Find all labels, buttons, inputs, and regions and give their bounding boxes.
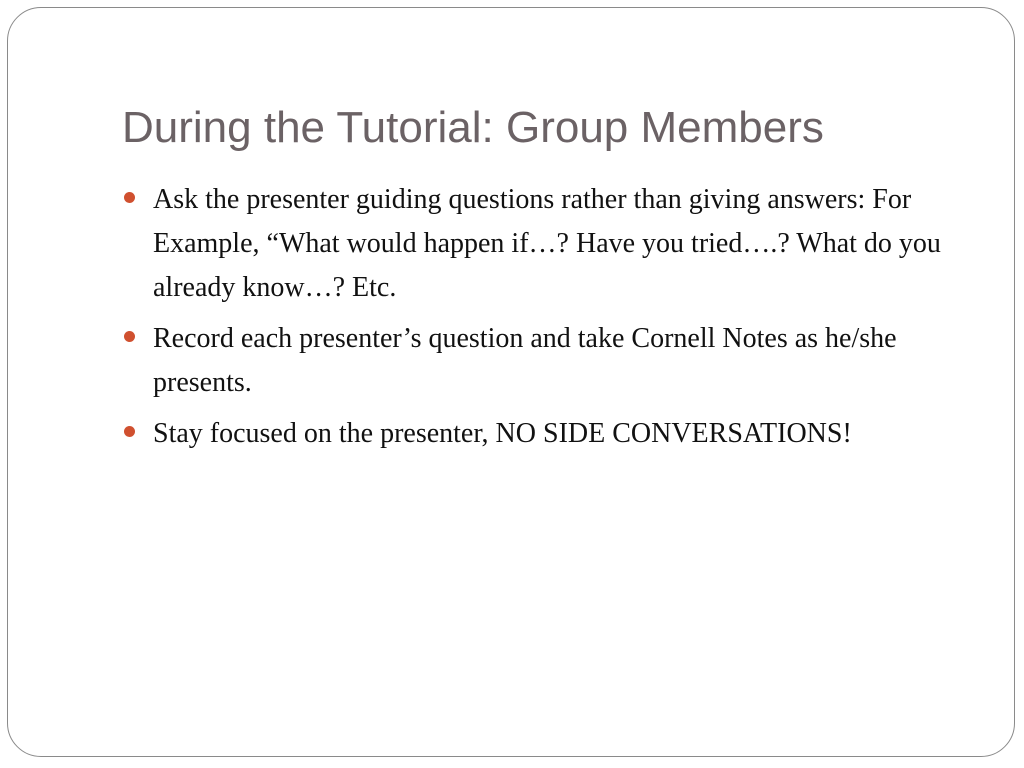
bullet-text: Record each presenter’s question and take Cornell Notes as he/she presents. xyxy=(153,323,897,398)
bullet-item-record-notes xyxy=(122,317,972,405)
bullet-text: Ask the presenter guiding questions rather than giving answers: For Example, “What would happen if…? Have you tried….? What do you already know…? Etc. xyxy=(153,184,941,303)
bullet-dot-icon xyxy=(124,426,135,437)
bullet-item-guiding-questions xyxy=(122,178,972,310)
bullet-list xyxy=(122,178,972,463)
slide-title: During the Tutorial: Group Members xyxy=(122,103,824,152)
bullet-item-stay-focused xyxy=(122,412,972,456)
bullet-dot-icon xyxy=(124,331,135,342)
bullet-dot-icon xyxy=(124,192,135,203)
slide-frame xyxy=(7,7,1015,757)
bullet-text: Stay focused on the presenter, NO SIDE CONVERSATIONS! xyxy=(153,418,852,449)
